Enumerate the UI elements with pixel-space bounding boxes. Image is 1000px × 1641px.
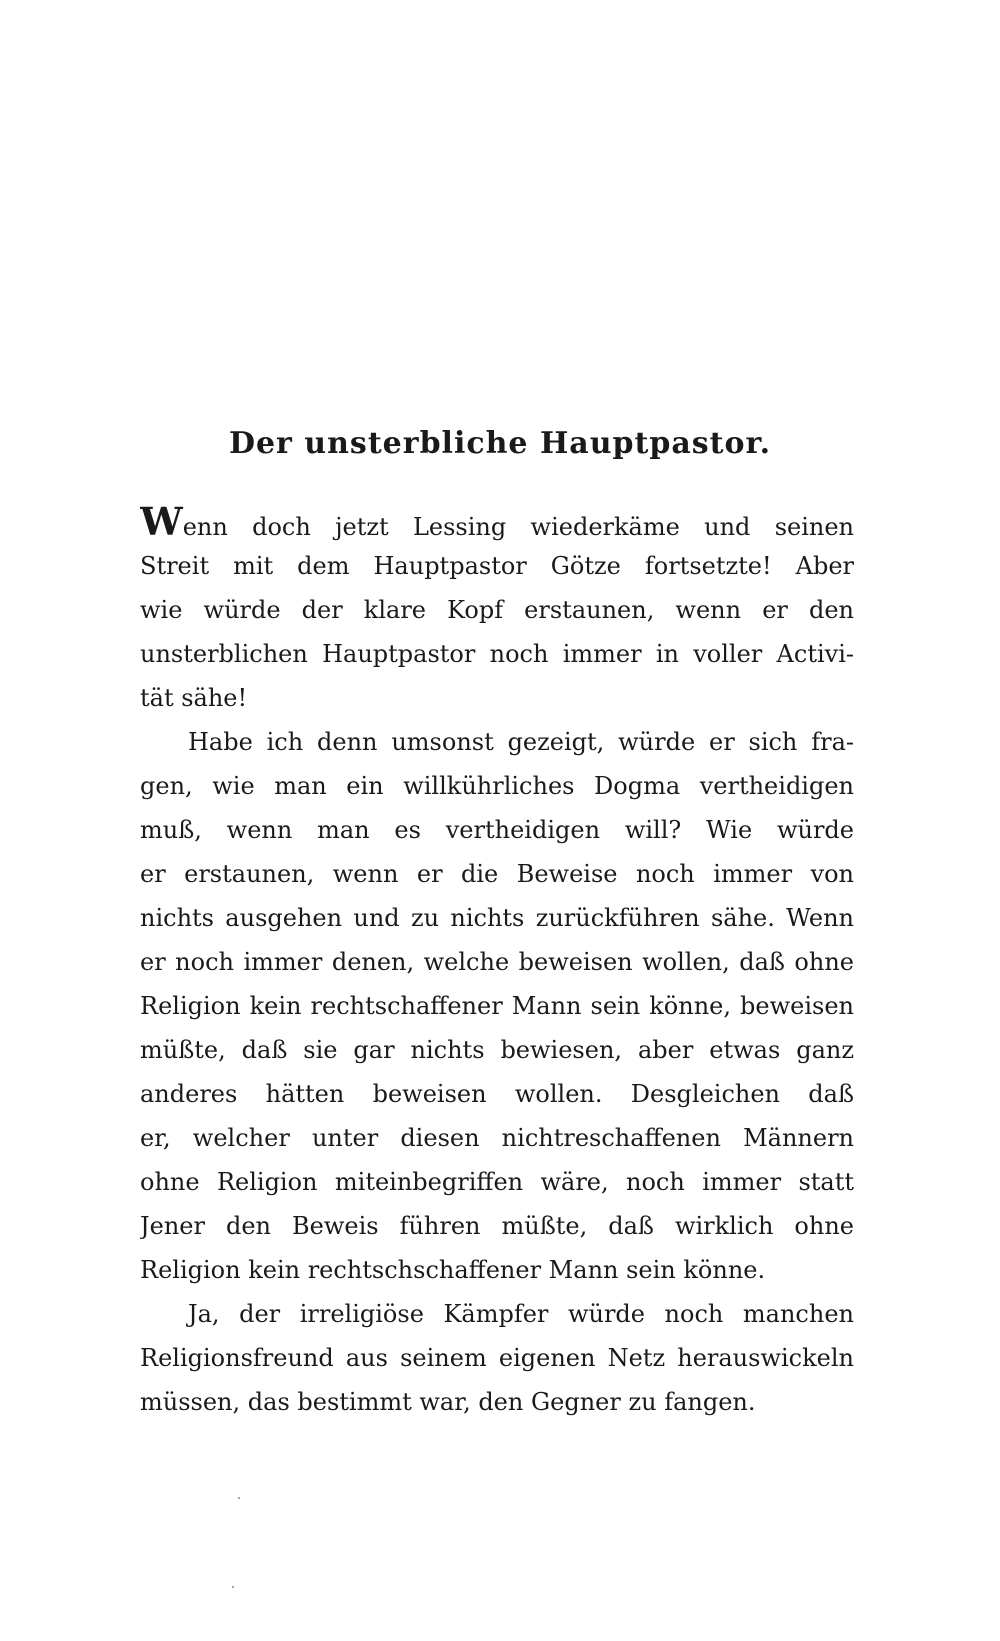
chapter-body xyxy=(140,500,854,1424)
text-line: Habe ich denn umsonst gezeigt, würde er sich fra- xyxy=(188,728,854,756)
text-line: müssen, das bestimmt war, den Gegner zu fangen. xyxy=(140,1388,756,1416)
text-line: er noch immer denen, welche beweisen wollen, daß ohne xyxy=(140,948,854,976)
text-line: Religion kein rechtschaffener Mann sein könne, beweisen xyxy=(140,992,854,1020)
chapter-title: Der unsterbliche Hauptpastor. xyxy=(228,426,772,461)
scan-speck xyxy=(238,1497,240,1499)
text-line: muß, wenn man es vertheidigen will? Wie würde xyxy=(140,816,854,844)
paragraph-2 xyxy=(140,720,854,1292)
paragraph-1 xyxy=(140,500,854,720)
text-line: er erstaunen, wenn er die Beweise noch immer von xyxy=(140,860,854,888)
text-line: ohne Religion miteinbegriffen wäre, noch immer statt xyxy=(140,1168,854,1196)
text-line: Ja, der irreligiöse Kämpfer würde noch manchen xyxy=(188,1300,854,1328)
text-line: müßte, daß sie gar nichts bewiesen, aber etwas ganz xyxy=(140,1036,854,1064)
text-line: er, welcher unter diesen nichtreschaffenen Männern xyxy=(140,1124,854,1152)
text-line: Religionsfreund aus seinem eigenen Netz herauswickeln xyxy=(140,1344,854,1372)
paragraph-3 xyxy=(140,1292,854,1424)
text-line: wie würde der klare Kopf erstaunen, wenn er den xyxy=(140,596,854,624)
text-line: Streit mit dem Hauptpastor Götze fortsetzte! Aber xyxy=(140,552,854,580)
text-line: unsterblichen Hauptpastor noch immer in voller Activi- xyxy=(140,640,854,668)
text-line: anderes hätten beweisen wollen. Desgleichen daß xyxy=(140,1080,854,1108)
text-line: tät sähe! xyxy=(140,684,248,712)
scan-speck xyxy=(232,1586,234,1588)
text-line: gen, wie man ein willkührliches Dogma vertheidigen xyxy=(140,772,854,800)
text-line: Wenn doch jetzt Lessing wiederkäme und seinen xyxy=(140,500,854,544)
text-line: Jener den Beweis führen müßte, daß wirklich ohne xyxy=(140,1212,854,1240)
drop-cap: W xyxy=(140,500,183,544)
text-line: nichts ausgehen und zu nichts zurückführen sähe. Wenn xyxy=(140,904,854,932)
text-line: Religion kein rechtschschaffener Mann sein könne. xyxy=(140,1256,766,1284)
